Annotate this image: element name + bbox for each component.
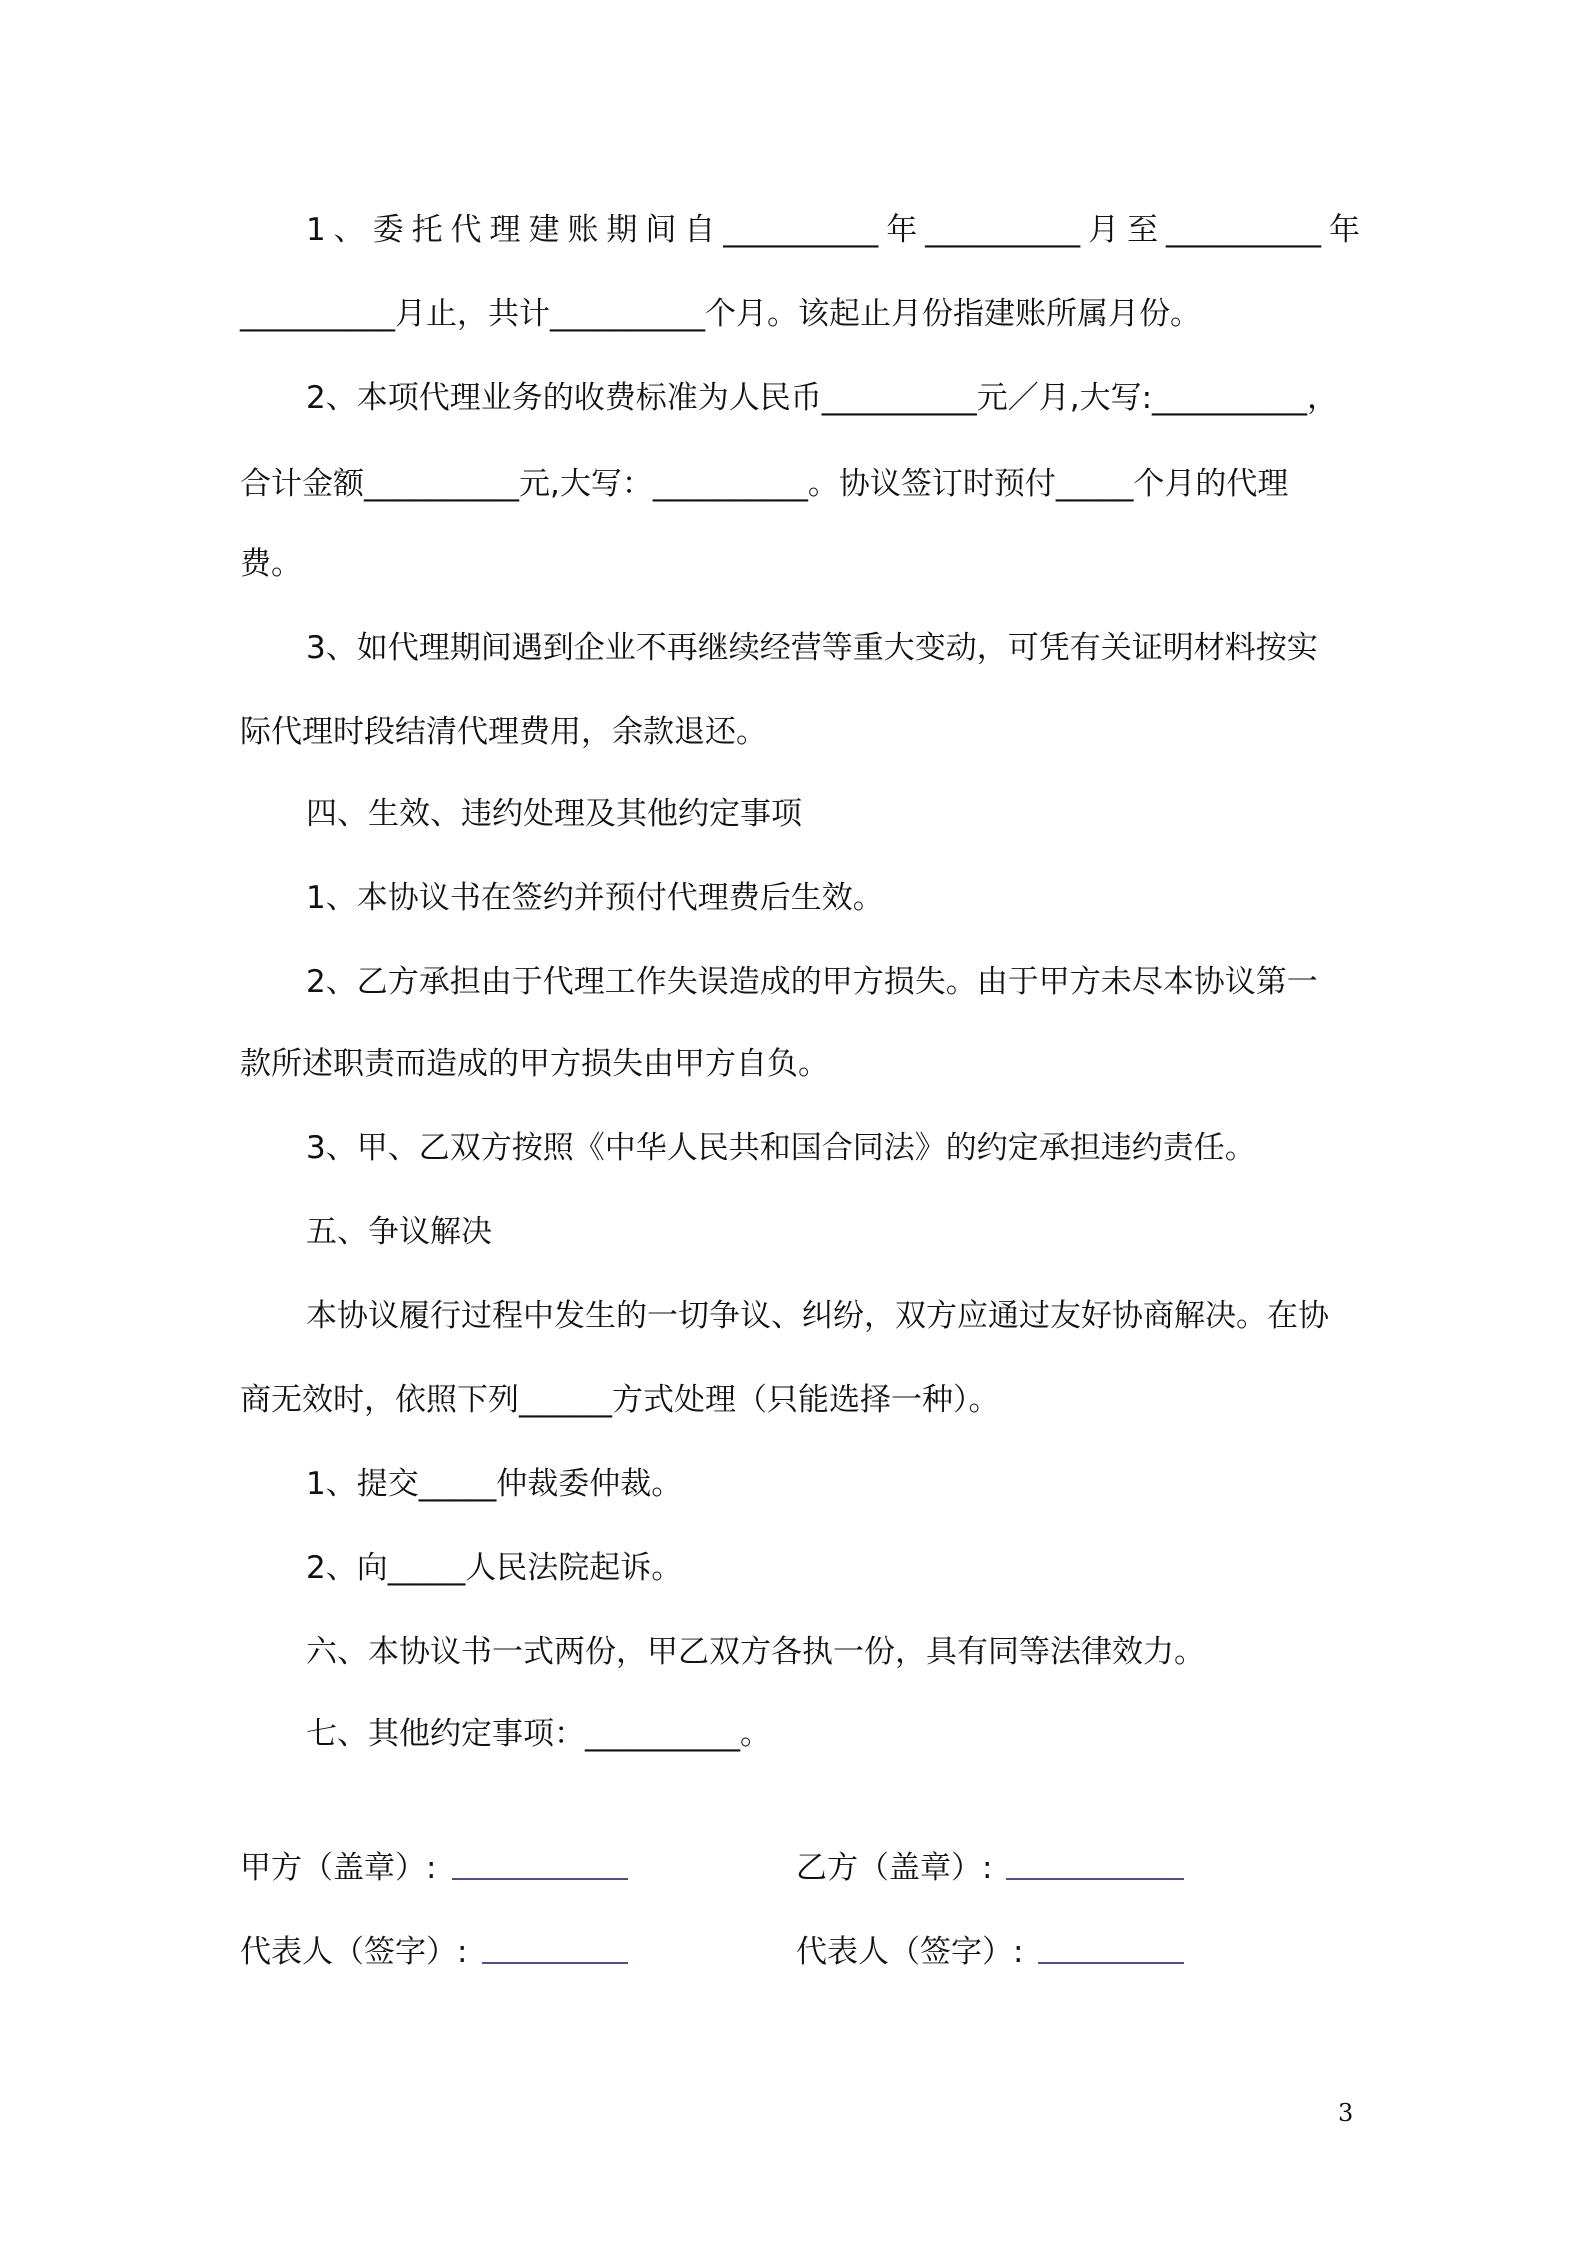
section-4-item-1: 1、本协议书在签约并预付代理费后生效。 [306, 880, 884, 916]
clause-1-line-1: 1、委托代理建账期间自__________年__________月至__________年 [306, 212, 1360, 248]
party-a-seal-label: 甲方（盖章）: [240, 1850, 437, 1886]
section-4-heading: 四、生效、违约处理及其他约定事项 [306, 796, 802, 832]
party-a-rep-line [482, 1962, 628, 1964]
section-5-para-line-2: 商无效时，依照下列______方式处理（只能选择一种）。 [240, 1382, 1000, 1418]
page-number: 3 [1338, 2099, 1354, 2127]
party-a-seal-line [452, 1878, 628, 1880]
party-a-rep-label: 代表人（签字）: [240, 1934, 468, 1970]
clause-1-line-2: __________月止，共计__________个月。该起止月份指建账所属月份。 [240, 296, 1201, 332]
clause-2-line-1: 2、本项代理业务的收费标准为人民币__________元／月,大写:__________， [306, 380, 1339, 416]
section-4-item-2-line-2: 款所述职责而造成的甲方损失由甲方自负。 [240, 1046, 829, 1082]
section-5-heading: 五、争议解决 [306, 1214, 492, 1250]
section-5-option-1: 1、提交_____仲裁委仲裁。 [306, 1466, 683, 1502]
section-4-item-3: 3、甲、乙双方按照《中华人民共和国合同法》的约定承担违约责任。 [306, 1130, 1256, 1166]
section-7: 七、其他约定事项：__________。 [306, 1716, 771, 1752]
party-b-seal-line [1006, 1878, 1184, 1880]
section-4-item-2-line-1: 2、乙方承担由于代理工作失误造成的甲方损失。由于甲方未尽本协议第一 [306, 964, 1318, 1000]
clause-2-line-3: 费。 [240, 546, 302, 582]
party-b-rep-line [1038, 1962, 1184, 1964]
section-5-option-2: 2、向_____人民法院起诉。 [306, 1550, 683, 1586]
clause-3-line-2: 际代理时段结清代理费用，余款退还。 [240, 714, 767, 750]
clause-2-line-2: 合计金额__________元,大写：__________。协议签订时预付_____个月的代理 [240, 466, 1289, 502]
clause-3-line-1: 3、如代理期间遇到企业不再继续经营等重大变动，可凭有关证明材料按实 [306, 630, 1318, 666]
section-6: 六、本协议书一式两份，甲乙双方各执一份，具有同等法律效力。 [306, 1634, 1205, 1670]
section-5-para-line-1: 本协议履行过程中发生的一切争议、纠纷，双方应通过友好协商解决。在协 [306, 1298, 1329, 1334]
party-b-seal-label: 乙方（盖章）: [796, 1850, 993, 1886]
party-b-rep-label: 代表人（签字）: [796, 1934, 1024, 1970]
